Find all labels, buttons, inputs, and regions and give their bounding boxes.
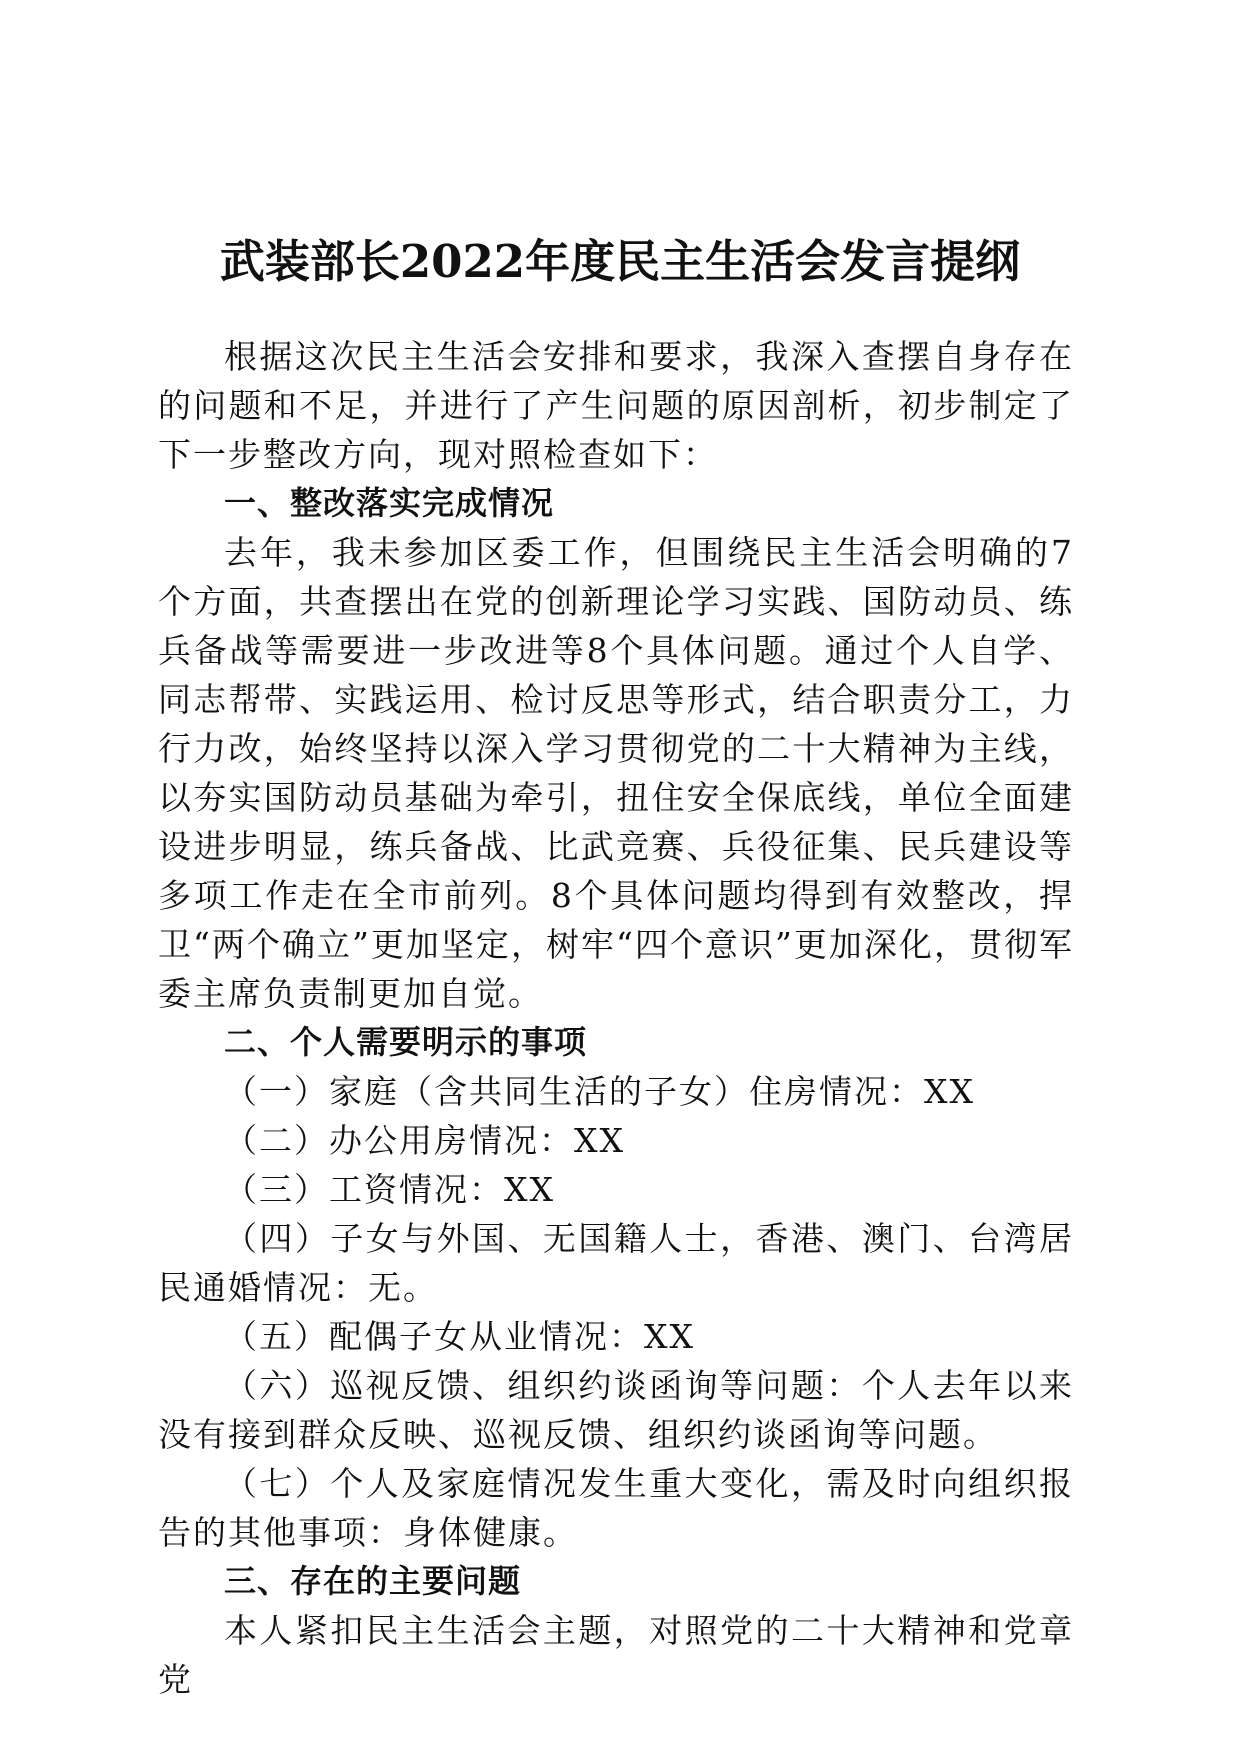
section-heading-1: 一、整改落实完成情况 (224, 484, 555, 522)
item-salary: （三）工资情况：XX (224, 1170, 555, 1209)
section-heading-3: 三、存在的主要问题 (224, 1562, 522, 1600)
item-inspection: （六）巡视反馈、组织约谈函询等问题：个人去年以来没有接到群众反映、巡视反馈、组织约谈函询等问题。 (158, 1366, 1074, 1454)
section-1-paragraph: 去年，我未参加区委工作，但围绕民主生活会明确的7个方面，共查摆出在党的创新理论学习实践、国防动员、练兵备战等需要进一步改进等8个具体问题。通过个人自学、同志帮带、实践运用、检讨反思等形式，结合职责分工，力行力改，始终坚持以深入学习贯彻党的二十大精神为主线，以夯实国防动员基础为牵引，扭住安全保底线，单位全面建设进步明显，练兵备战、比武竞赛、兵役征集、民兵建设等多项工作走在全市前列。8个具体问题均得到有效整改，捍卫“两个确立”更加坚定，树牢“四个意识”更加深化，贯彻军委主席负责制更加自觉。 (158, 533, 1074, 1013)
section-heading-2: 二、个人需要明示的事项 (224, 1023, 588, 1061)
document-body (158, 332, 1074, 1704)
item-office: （二）办公用房情况：XX (224, 1121, 625, 1160)
item-other-matters: （七）个人及家庭情况发生重大变化，需及时向组织报告的其他事项：身体健康。 (158, 1464, 1074, 1552)
document-title: 武装部长2022年度民主生活会发言提纲 (219, 235, 1021, 288)
item-housing: （一）家庭（含共同生活的子女）住房情况：XX (224, 1072, 975, 1111)
intro-paragraph: 根据这次民主生活会安排和要求，我深入查摆自身存在的问题和不足，并进行了产生问题的原因剖析，初步制定了下一步整改方向，现对照检查如下： (158, 337, 1074, 474)
section-3-paragraph: 本人紧扣民主生活会主题，对照党的二十大精神和党章党 (158, 1611, 1074, 1699)
item-marriage: （四）子女与外国、无国籍人士，香港、澳门、台湾居民通婚情况：无。 (158, 1219, 1074, 1307)
item-employment: （五）配偶子女从业情况：XX (224, 1317, 695, 1356)
